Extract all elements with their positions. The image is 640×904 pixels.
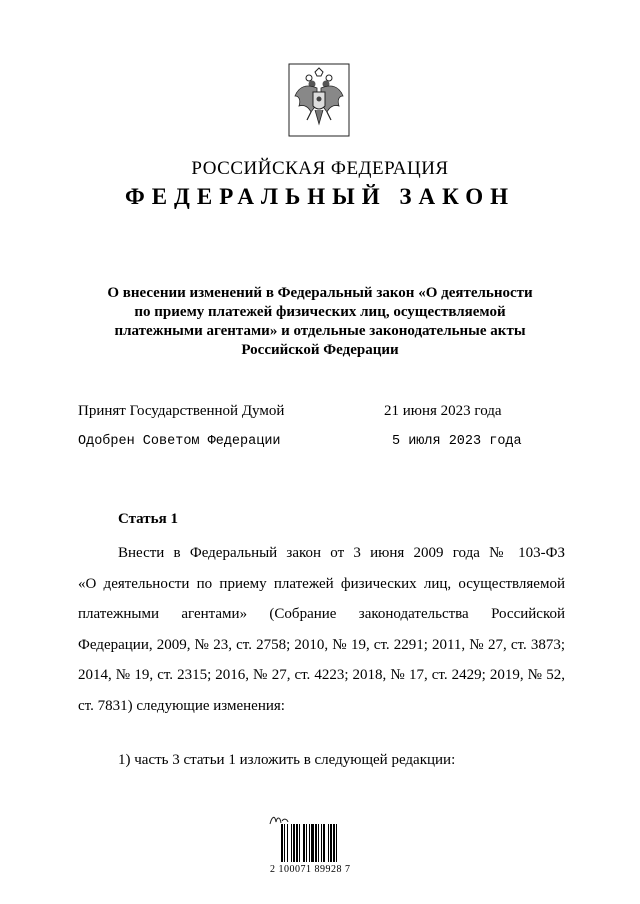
barcode-bar (321, 824, 322, 862)
barcode-bar (291, 824, 292, 862)
barcode-bar (315, 824, 317, 862)
paragraph-line: Федерации, 2009, № 23, ст. 2758; 2010, № 19, ст. 2291; 2011, № 27, ст. 3873; (78, 636, 565, 653)
barcode-bar (293, 824, 295, 862)
coat-of-arms-icon (287, 62, 351, 138)
barcode-bar (309, 824, 310, 862)
article-paragraph (78, 538, 565, 721)
barcode-bar (318, 824, 319, 862)
barcode-bar (311, 824, 314, 862)
law-title-line: платежными агентами» и отдельные законодательные акты (114, 323, 526, 339)
barcode-bar (333, 824, 335, 862)
country-heading: РОССИЙСКАЯ ФЕДЕРАЦИЯ (191, 158, 449, 179)
barcode-bar (328, 824, 329, 862)
list-item-1: 1) часть 3 статьи 1 изложить в следующей редакции: (118, 752, 456, 768)
paragraph-line: Внести в Федеральный закон от 3 июня 2009 года № 103-ФЗ (118, 545, 565, 561)
law-title-line: Российской Федерации (241, 342, 399, 358)
barcode-bar (303, 824, 305, 862)
barcode-number: 2 100071 89928 7 (270, 864, 351, 875)
duma-adoption-date: 21 июня 2023 года (384, 403, 502, 419)
paragraph-line: «О деятельности по приему платежей физических лиц, осуществляемой (78, 575, 565, 592)
barcode-bar (299, 824, 300, 862)
barcode-bar (281, 824, 283, 862)
paragraph-line: 2014, № 19, ст. 2315; 2016, № 27, ст. 4223; 2018, № 17, ст. 2429; 2019, № 52, (78, 667, 565, 683)
barcode-bar (284, 824, 285, 862)
paragraph-line: ст. 7831) следующие изменения: (78, 697, 285, 714)
article-heading: Статья 1 (118, 511, 178, 527)
barcode-bar (330, 824, 332, 862)
barcode-icon (280, 824, 358, 862)
paragraph-line: платежными агентами» (Собрание законодательства Российской (78, 606, 565, 622)
barcode-bar (323, 824, 325, 862)
law-title-line: по приему платежей физических лиц, осуществляемой (134, 304, 506, 320)
council-approval-label: Одобрен Советом Федерации (78, 434, 281, 449)
barcode-bar (336, 824, 337, 862)
barcode-bar (306, 824, 307, 862)
barcode-bar (287, 824, 288, 862)
law-title (90, 284, 550, 360)
law-title-line: О внесении изменений в Федеральный закон «О деятельности (107, 285, 533, 301)
council-approval-date: 5 июля 2023 года (392, 434, 522, 449)
document-type-heading: ФЕДЕРАЛЬНЫЙ ЗАКОН (124, 184, 516, 209)
duma-adoption-label: Принят Государственной Думой (78, 403, 285, 419)
barcode-bar (296, 824, 298, 862)
